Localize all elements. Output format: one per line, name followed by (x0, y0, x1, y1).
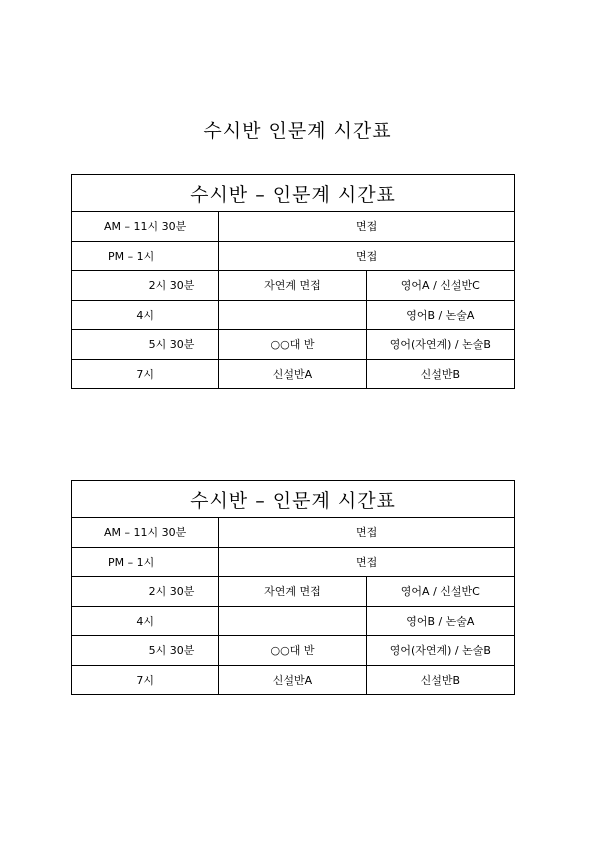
class-cell (219, 300, 366, 330)
table-row (72, 330, 515, 360)
time-cell: AM – 11시 30분 (72, 518, 219, 548)
class-cell: 영어A / 신설반C (366, 577, 514, 607)
table-row (72, 241, 515, 271)
time-cell: 2시 30분 (72, 271, 219, 301)
merged-cell: 면접 (219, 212, 515, 242)
table-header: 수시반 – 인문계 시간표 (72, 481, 515, 518)
class-cell: ○○대 반 (219, 636, 366, 666)
schedule-table-2 (71, 480, 515, 695)
merged-cell: 면접 (219, 518, 515, 548)
time-cell: PM – 1시 (72, 547, 219, 577)
table-row (72, 665, 515, 695)
class-cell: 영어B / 논술A (366, 300, 514, 330)
table-row (72, 577, 515, 607)
class-cell: 영어(자연계) / 논술B (366, 636, 514, 666)
time-cell: 7시 (72, 359, 219, 389)
table-row (72, 636, 515, 666)
table-row (72, 359, 515, 389)
table-row (72, 212, 515, 242)
time-cell: 5시 30분 (72, 330, 219, 360)
class-cell: 신설반B (366, 359, 514, 389)
class-cell: 신설반A (219, 665, 366, 695)
class-cell: 자연계 면접 (219, 271, 366, 301)
time-cell: 5시 30분 (72, 636, 219, 666)
time-cell: 4시 (72, 300, 219, 330)
class-cell: 자연계 면접 (219, 577, 366, 607)
time-cell: 4시 (72, 606, 219, 636)
time-cell: PM – 1시 (72, 241, 219, 271)
table-row (72, 518, 515, 548)
class-cell: ○○대 반 (219, 330, 366, 360)
class-cell: 영어A / 신설반C (366, 271, 514, 301)
class-cell (219, 606, 366, 636)
class-cell: 영어B / 논술A (366, 606, 514, 636)
table-row (72, 547, 515, 577)
merged-cell: 면접 (219, 241, 515, 271)
time-cell: AM – 11시 30분 (72, 212, 219, 242)
class-cell: 신설반A (219, 359, 366, 389)
class-cell: 신설반B (366, 665, 514, 695)
table-row (72, 300, 515, 330)
schedule-table-1 (71, 174, 515, 389)
time-cell: 2시 30분 (72, 577, 219, 607)
document-title: 수시반 인문계 시간표 (203, 120, 392, 142)
table-row (72, 271, 515, 301)
merged-cell: 면접 (219, 547, 515, 577)
class-cell: 영어(자연계) / 논술B (366, 330, 514, 360)
table-header: 수시반 – 인문계 시간표 (72, 175, 515, 212)
time-cell: 7시 (72, 665, 219, 695)
table-row (72, 606, 515, 636)
